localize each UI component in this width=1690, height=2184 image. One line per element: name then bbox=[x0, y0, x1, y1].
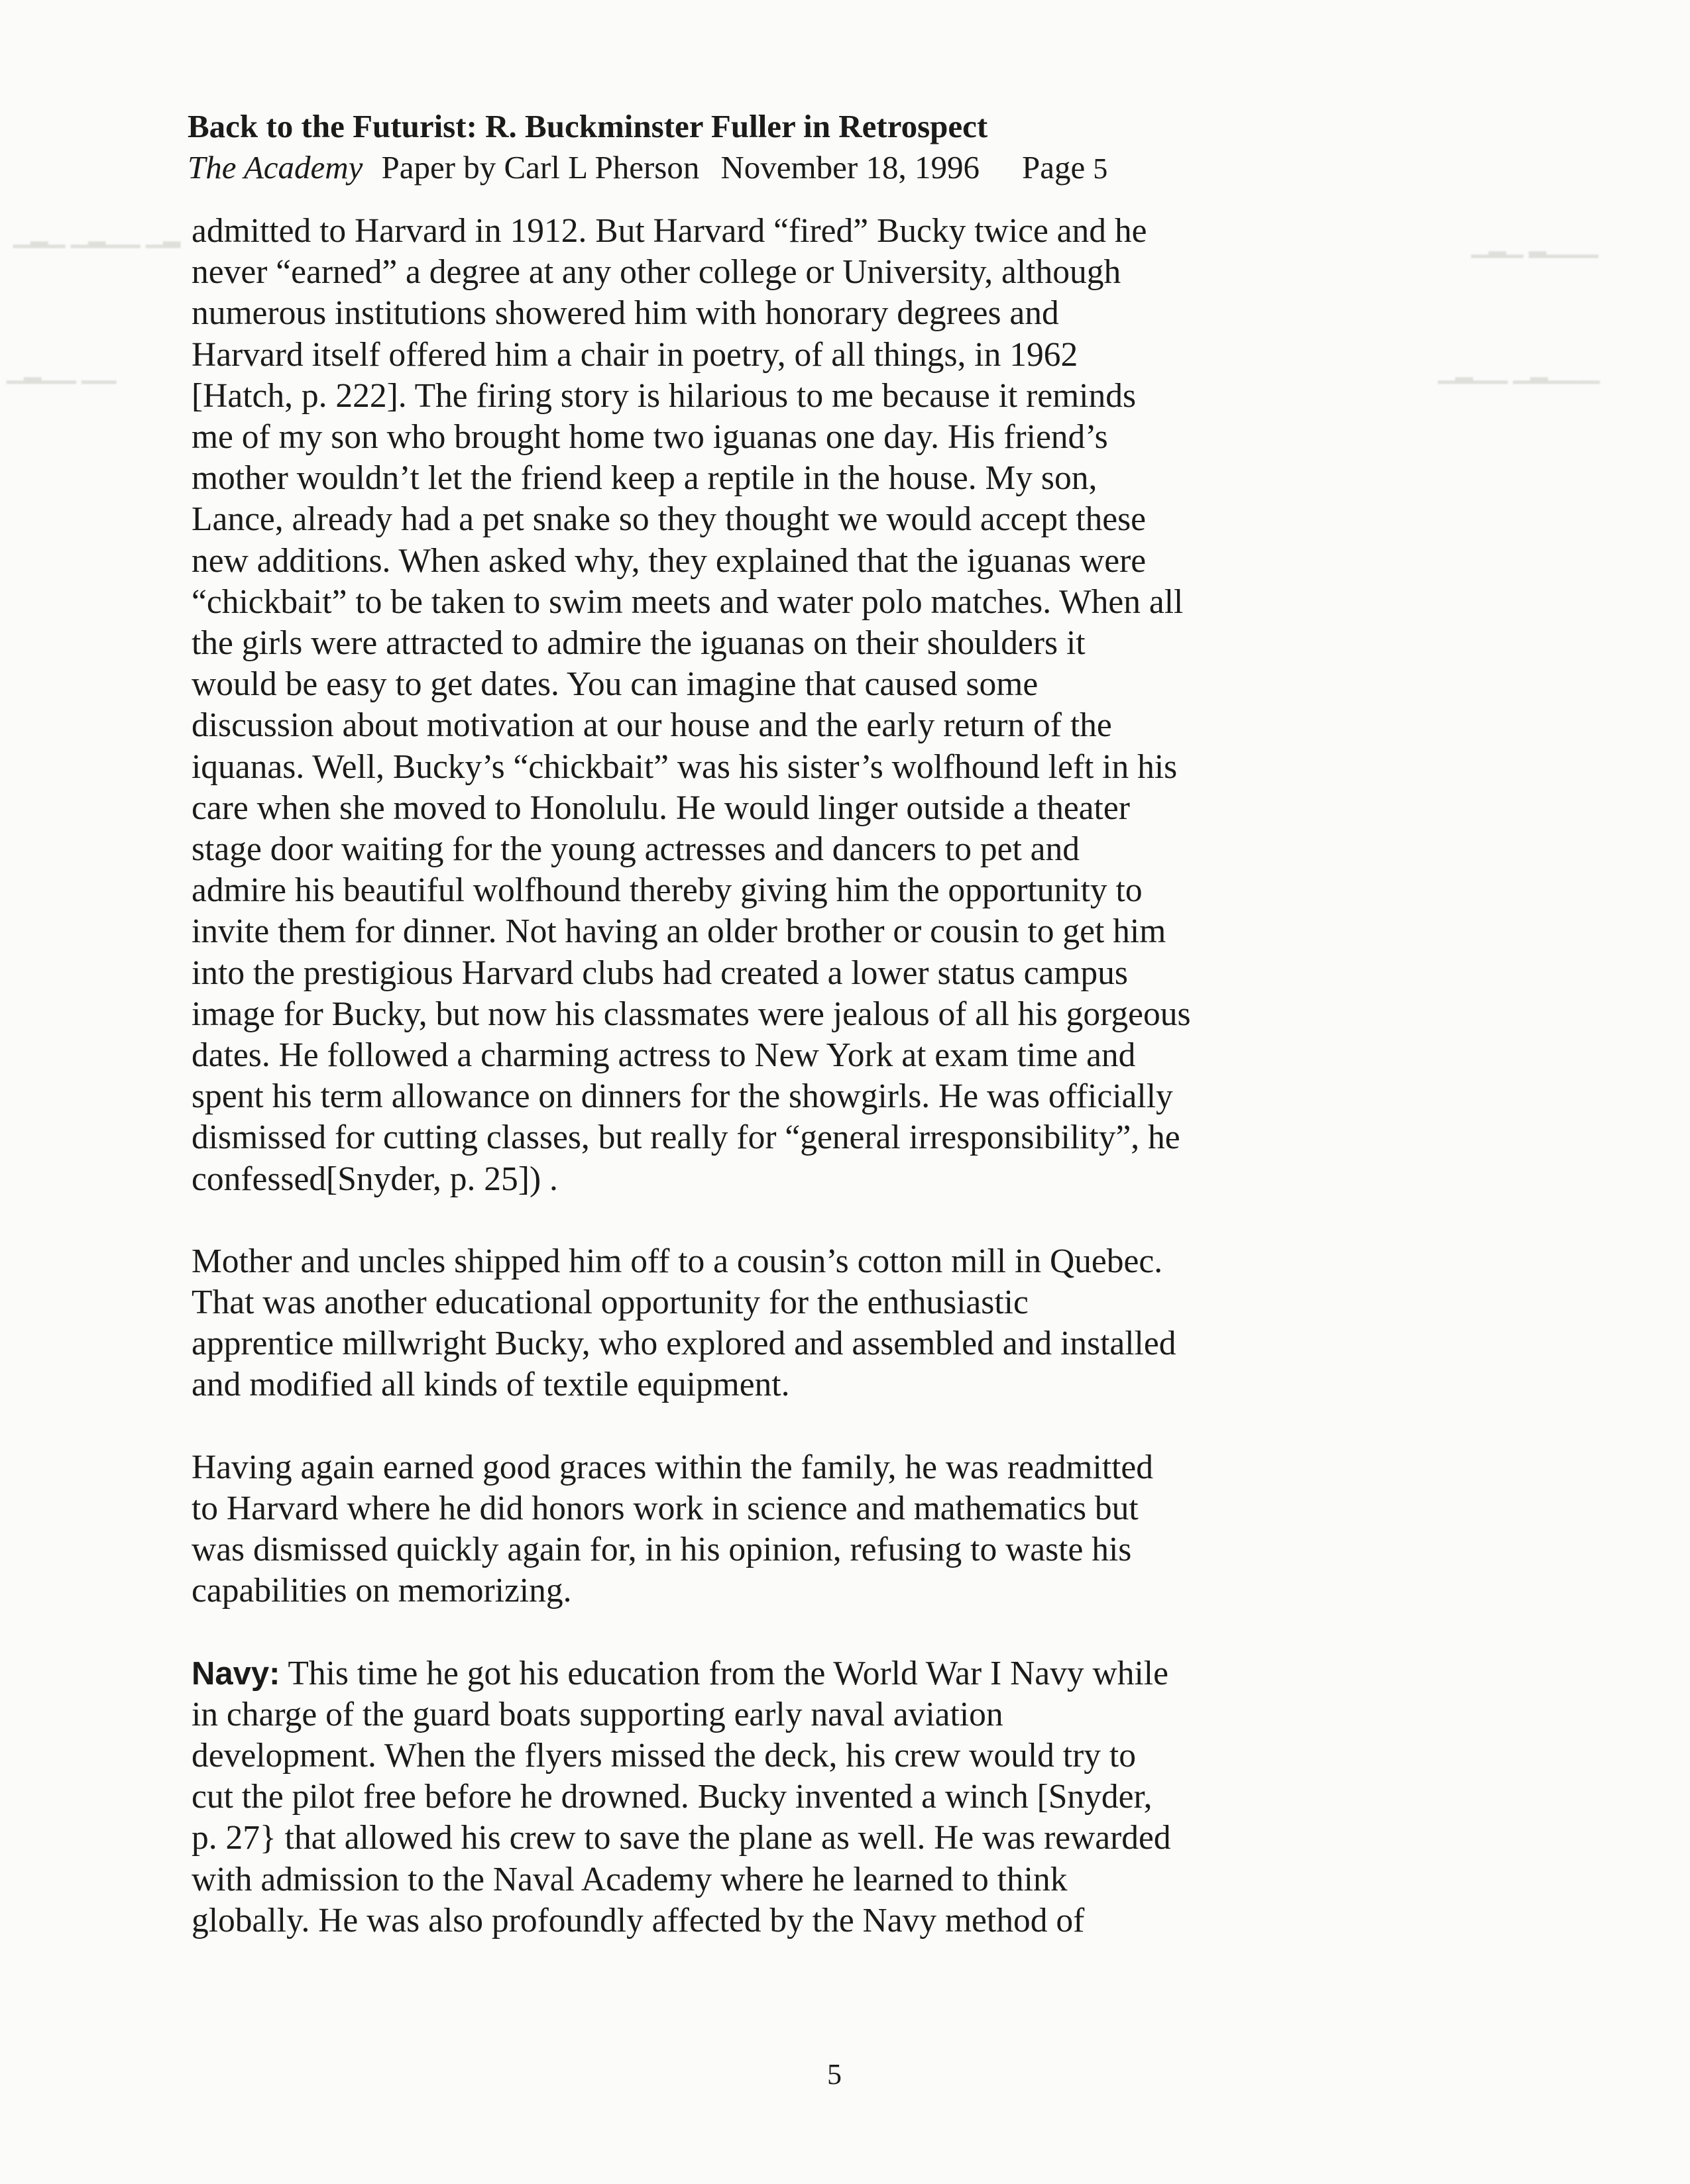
running-header bbox=[188, 106, 1513, 190]
paper-date: November 18, 1996 bbox=[720, 149, 980, 186]
paragraph-readmitted bbox=[192, 1447, 1491, 1612]
text-line bbox=[192, 1653, 1491, 1694]
footer-page-number: 5 bbox=[827, 2058, 842, 2091]
text-line: admitted to Harvard in 1912. But Harvard “fired” Bucky twice and he bbox=[192, 212, 1147, 250]
page-label: Page bbox=[1021, 149, 1086, 186]
text-line: globally. He was also profoundly affected by the Navy method of bbox=[192, 1901, 1085, 1939]
text-line: [Hatch, p. 222]. The firing story is hilarious to me because it reminds bbox=[192, 376, 1137, 415]
text-line: Mother and uncles shipped him off to a cousin’s cotton mill in Quebec. bbox=[192, 1242, 1163, 1280]
text-line: Harvard itself offered him a chair in poetry, of all things, in 1962 bbox=[192, 335, 1078, 374]
document-title: Back to the Futurist: R. Buckminster Fuller in Retrospect bbox=[188, 108, 988, 144]
text-line: p. 27} that allowed his crew to save the plane as well. He was rewarded bbox=[192, 1819, 1171, 1857]
paragraph-harvard bbox=[192, 211, 1491, 1200]
text-line: dismissed for cutting classes, but really for “general irresponsibility”, he bbox=[192, 1119, 1180, 1157]
text-line: Having again earned good graces within the family, he was readmitted bbox=[192, 1448, 1154, 1486]
bleed-through-mark: ▁▂▁ ▂▁▁▁ bbox=[1471, 233, 1599, 258]
text-line: That was another educational opportunity for the enthusiastic bbox=[192, 1283, 1029, 1322]
text-line: new additions. When asked why, they explained that the iguanas were bbox=[192, 541, 1147, 580]
bleed-through-mark: ▁▂▁▁ ▁▂▁▁▁ bbox=[1438, 359, 1600, 384]
text-line: and modified all kinds of textile equipment. bbox=[192, 1366, 790, 1404]
text-line: iquanas. Well, Bucky’s “chickbait” was his sister’s wolfhound left in his bbox=[192, 747, 1178, 786]
journal-name: The Academy bbox=[188, 149, 363, 186]
paragraph-quebec bbox=[192, 1241, 1491, 1406]
paragraph-navy bbox=[192, 1653, 1491, 1941]
bleed-through-mark: ▁▂▁▁ ▁▁ bbox=[7, 359, 117, 384]
text-line: capabilities on memorizing. bbox=[192, 1572, 572, 1610]
text-line: with admission to the Naval Academy where he learned to think bbox=[192, 1860, 1068, 1898]
byline: Paper by Carl L Pherson bbox=[381, 149, 700, 186]
section-heading-navy: Navy: bbox=[192, 1655, 280, 1692]
header-subline bbox=[188, 147, 1513, 190]
text-line: mother wouldn’t let the friend keep a reptile in the house. My son, bbox=[192, 459, 1098, 498]
text-line: cut the pilot free before he drowned. Bucky invented a winch [Snyder, bbox=[192, 1778, 1153, 1816]
text-line: numerous institutions showered him with honorary degrees and bbox=[192, 294, 1059, 333]
text-line: spent his term allowance on dinners for the showgirls. He was officially bbox=[192, 1077, 1173, 1116]
text-line: dates. He followed a charming actress to New York at exam time and bbox=[192, 1036, 1136, 1075]
text-line: in charge of the guard boats supporting early naval aviation bbox=[192, 1695, 1003, 1733]
text-line: admire his beautiful wolfhound thereby giving him the opportunity to bbox=[192, 871, 1143, 910]
text-line: care when she moved to Honolulu. He would linger outside a theater bbox=[192, 789, 1130, 827]
text-line: confessed[Snyder, p. 25]) . bbox=[192, 1160, 558, 1198]
text-fragment: This time he got his education from the World War I Navy while bbox=[280, 1654, 1168, 1692]
text-line: discussion about motivation at our house and the early return of the bbox=[192, 706, 1112, 745]
text-line: into the prestigious Harvard clubs had created a lower status campus bbox=[192, 954, 1128, 992]
text-line: “chickbait” to be taken to swim meets and water polo matches. When all bbox=[192, 582, 1184, 621]
text-line: Lance, already had a pet snake so they thought we would accept these bbox=[192, 500, 1147, 539]
bleed-through-mark: ▁▂▁ ▁▂▁▁ ▁▂ bbox=[13, 223, 181, 248]
text-line: me of my son who brought home two iguanas one day. His friend’s bbox=[192, 418, 1108, 457]
text-line: image for Bucky, but now his classmates were jealous of all his gorgeous bbox=[192, 995, 1191, 1033]
text-line: to Harvard where he did honors work in science and mathematics but bbox=[192, 1489, 1139, 1527]
text-line: never “earned” a degree at any other college or University, although bbox=[192, 253, 1121, 292]
text-line: development. When the flyers missed the deck, his crew would try to bbox=[192, 1736, 1136, 1774]
body-text bbox=[192, 211, 1491, 1941]
text-line: invite them for dinner. Not having an older brother or cousin to get him bbox=[192, 912, 1166, 951]
header-page-number: 5 bbox=[1093, 152, 1108, 185]
text-line: apprentice millwright Bucky, who explored and assembled and installed bbox=[192, 1325, 1176, 1363]
text-line: the girls were attracted to admire the iguanas on their shoulders it bbox=[192, 624, 1086, 663]
text-line: would be easy to get dates. You can imagine that caused some bbox=[192, 665, 1039, 704]
text-line: stage door waiting for the young actresses and dancers to pet and bbox=[192, 830, 1080, 869]
text-line: was dismissed quickly again for, in his opinion, refusing to waste his bbox=[192, 1531, 1132, 1569]
